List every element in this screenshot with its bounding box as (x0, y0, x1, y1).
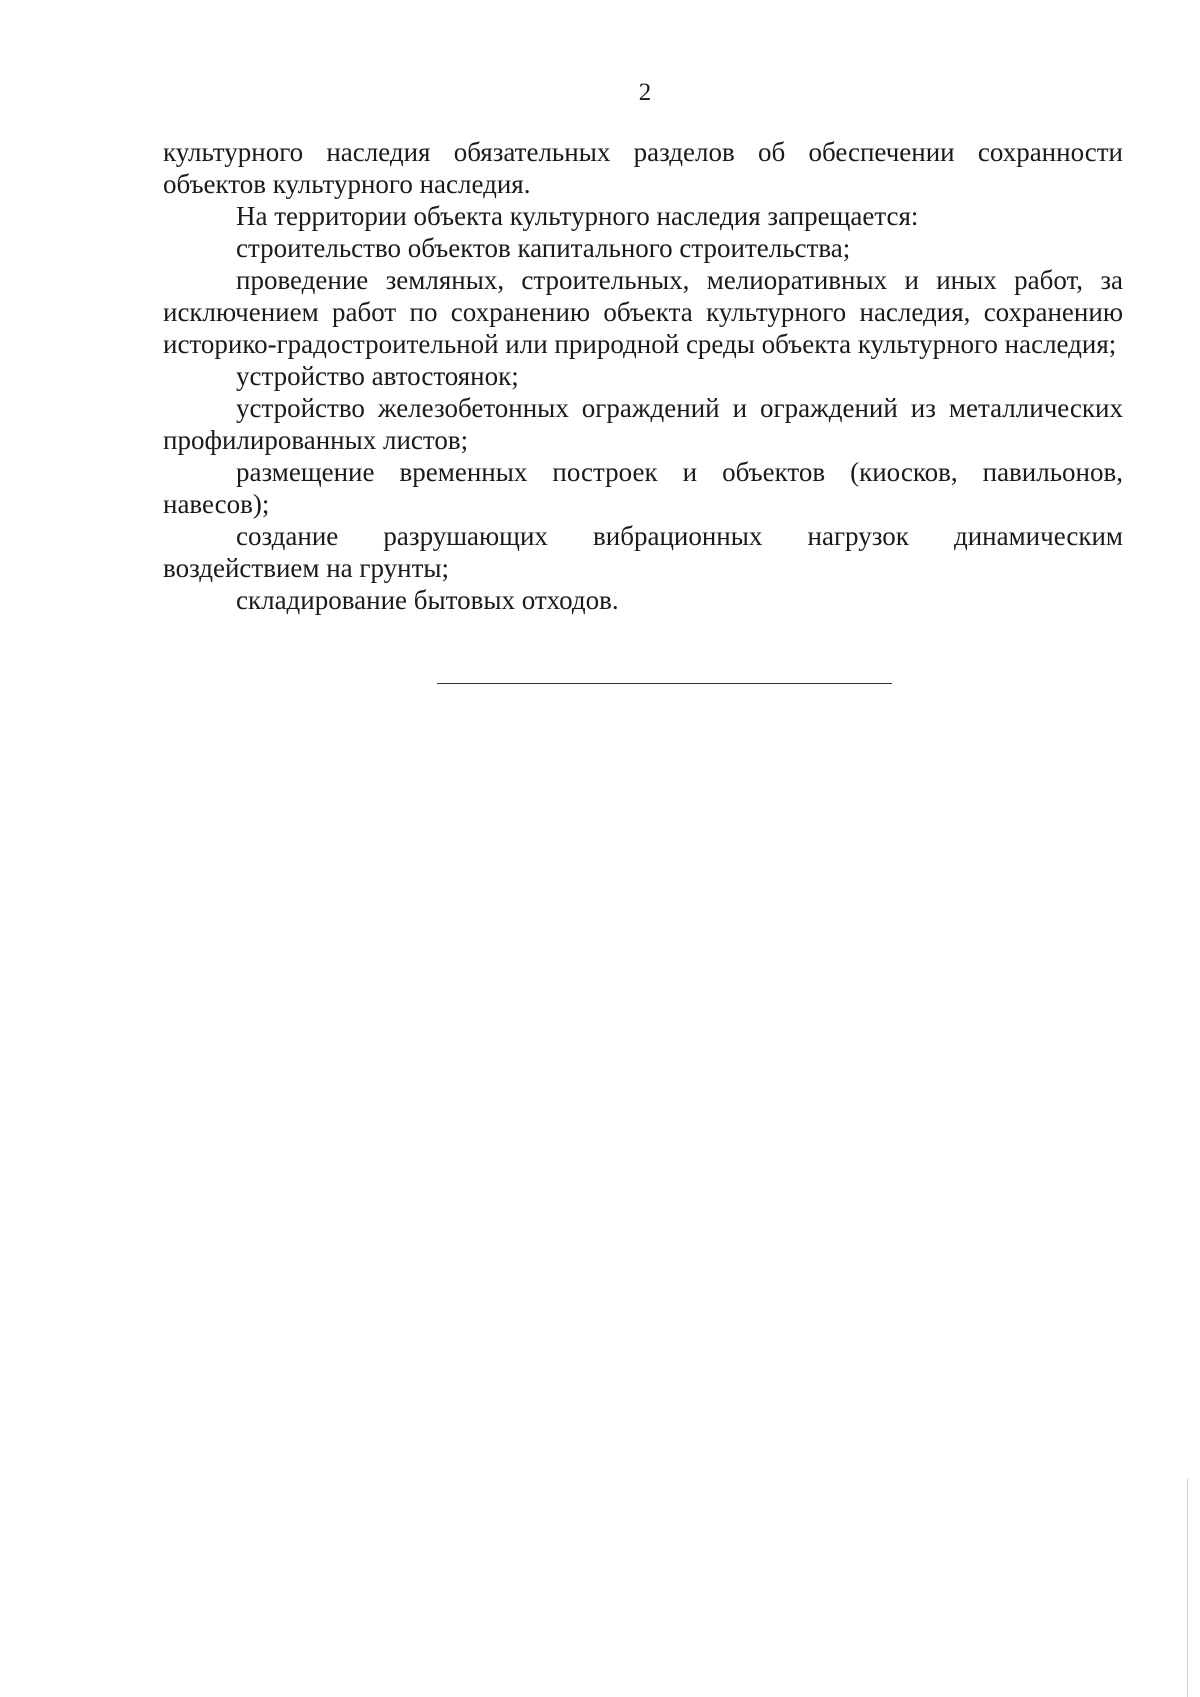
page-number: 2 (638, 79, 652, 106)
paragraph-prohibitions-intro: На территории объекта культурного наследия запрещается: (236, 201, 919, 231)
end-of-text-rule (437, 683, 892, 684)
list-item-temporary-structures: размещение временных построек и объектов (киосков, павильонов, навесов); (163, 457, 1123, 519)
list-item-fences: устройство железобетонных ограждений и ограждений из металлических профилированных листов; (163, 393, 1123, 455)
list-item-parking: устройство автостоянок; (236, 361, 519, 391)
document-body (163, 136, 1123, 616)
list-item-waste-storage: складирование бытовых отходов. (236, 585, 619, 615)
list-item-vibration-loads: создание разрушающих вибрационных нагрузок динамическим воздействием на грунты; (163, 521, 1123, 583)
scan-edge-line (1187, 1478, 1188, 1697)
list-item-earthworks: проведение земляных, строительных, мелиоративных и иных работ, за исключением работ по сохранению объекта культурного наследия, сохранению историко-градостроительной или природной среды объекта культурного наследия; (163, 265, 1123, 359)
list-item-construction: строительство объектов капитального строительства; (236, 233, 851, 263)
paragraph-continuation: культурного наследия обязательных разделов об обеспечении сохранности объектов культурного наследия. (163, 137, 1123, 199)
